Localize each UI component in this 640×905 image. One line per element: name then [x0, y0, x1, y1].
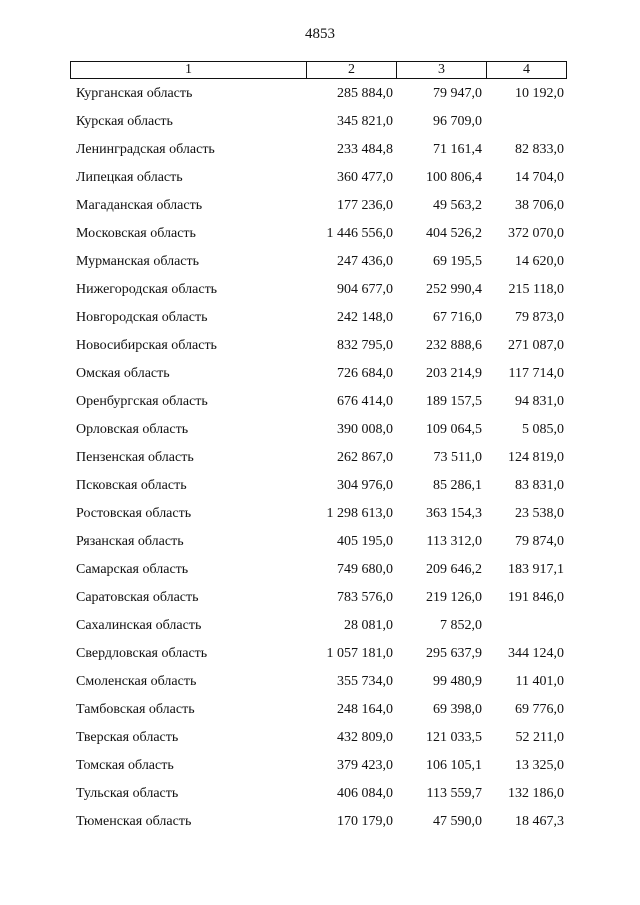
region-name: Тверская область — [76, 730, 179, 745]
table-row — [0, 532, 640, 560]
region-name: Магаданская область — [76, 198, 203, 213]
column-header-2: 2 — [307, 62, 397, 78]
region-name: Псковская область — [76, 478, 187, 493]
value-column-4: 14 704,0 — [515, 170, 564, 185]
region-name: Пензенская область — [76, 450, 194, 465]
value-column-4: 83 831,0 — [515, 478, 564, 493]
value-column-4: 18 467,3 — [515, 814, 564, 829]
value-column-4: 372 070,0 — [508, 226, 564, 241]
value-column-3: 109 064,5 — [426, 422, 482, 437]
value-column-4: 23 538,0 — [515, 506, 564, 521]
region-name: Курганская область — [76, 86, 193, 101]
region-name: Омская область — [76, 366, 170, 381]
value-column-3: 71 161,4 — [433, 142, 482, 157]
value-column-4: 94 831,0 — [515, 394, 564, 409]
value-column-4: 124 819,0 — [508, 450, 564, 465]
value-column-3: 209 646,2 — [426, 562, 482, 577]
table-row — [0, 84, 640, 112]
table-row — [0, 420, 640, 448]
table-row — [0, 700, 640, 728]
table-row — [0, 224, 640, 252]
value-column-4: 82 833,0 — [515, 142, 564, 157]
table-row — [0, 392, 640, 420]
value-column-3: 47 590,0 — [433, 814, 482, 829]
region-name: Новосибирская область — [76, 338, 217, 353]
column-header-4: 4 — [523, 62, 530, 77]
value-column-4: 191 846,0 — [508, 590, 564, 605]
value-column-2: 1 057 181,0 — [326, 646, 393, 661]
value-column-2: 406 084,0 — [337, 786, 393, 801]
value-column-4: 79 874,0 — [515, 534, 564, 549]
region-name: Томская область — [76, 758, 174, 773]
value-column-2: 345 821,0 — [337, 114, 393, 129]
value-column-3: 113 312,0 — [426, 534, 482, 549]
value-column-3: 189 157,5 — [426, 394, 482, 409]
value-column-3: 203 214,9 — [426, 366, 482, 381]
value-column-3: 363 154,3 — [426, 506, 482, 521]
column-header-1: 1 — [71, 62, 307, 78]
value-column-2: 832 795,0 — [337, 338, 393, 353]
value-column-4: 11 401,0 — [515, 674, 564, 689]
value-column-2: 783 576,0 — [337, 590, 393, 605]
value-column-2: 177 236,0 — [337, 198, 393, 213]
value-column-2: 676 414,0 — [337, 394, 393, 409]
region-name: Тульская область — [76, 786, 179, 801]
value-column-2: 304 976,0 — [337, 478, 393, 493]
table-row — [0, 364, 640, 392]
region-name: Липецкая область — [76, 170, 183, 185]
value-column-3: 99 480,9 — [433, 674, 482, 689]
value-column-4: 10 192,0 — [515, 86, 564, 101]
table-row — [0, 560, 640, 588]
value-column-4: 52 211,0 — [515, 730, 564, 745]
value-column-2: 749 680,0 — [337, 562, 393, 577]
region-name: Ростовская область — [76, 506, 192, 521]
value-column-3: 69 195,5 — [433, 254, 482, 269]
region-name: Нижегородская область — [76, 282, 218, 297]
value-column-2: 262 867,0 — [337, 450, 393, 465]
table-row — [0, 280, 640, 308]
column-header-3: 3 — [397, 62, 487, 78]
table-row — [0, 728, 640, 756]
value-column-3: 219 126,0 — [426, 590, 482, 605]
value-column-2: 1 446 556,0 — [326, 226, 393, 241]
region-name: Тамбовская область — [76, 702, 195, 717]
value-column-2: 233 484,8 — [337, 142, 393, 157]
region-name: Тюменская область — [76, 814, 192, 829]
value-column-3: 69 398,0 — [433, 702, 482, 717]
value-column-3: 252 990,4 — [426, 282, 482, 297]
value-column-2: 248 164,0 — [337, 702, 393, 717]
table-row — [0, 308, 640, 336]
value-column-3: 96 709,0 — [433, 114, 482, 129]
region-name: Оренбургская область — [76, 394, 208, 409]
value-column-4: 117 714,0 — [508, 366, 564, 381]
value-column-3: 295 637,9 — [426, 646, 482, 661]
table-row — [0, 756, 640, 784]
value-column-3: 113 559,7 — [426, 786, 482, 801]
table-row — [0, 784, 640, 812]
value-column-4: 215 118,0 — [508, 282, 564, 297]
table-row — [0, 812, 640, 840]
value-column-3: 404 526,2 — [426, 226, 482, 241]
value-column-3: 7 852,0 — [440, 618, 482, 633]
region-name: Курская область — [76, 114, 173, 129]
region-name: Московская область — [76, 226, 196, 241]
value-column-2: 405 195,0 — [337, 534, 393, 549]
value-column-3: 49 563,2 — [433, 198, 482, 213]
value-column-4: 183 917,1 — [508, 562, 564, 577]
value-column-2: 432 809,0 — [337, 730, 393, 745]
region-name: Свердловская область — [76, 646, 208, 661]
value-column-2: 1 298 613,0 — [326, 506, 393, 521]
table-row — [0, 504, 640, 532]
value-column-2: 170 179,0 — [337, 814, 393, 829]
value-column-3: 73 511,0 — [433, 450, 482, 465]
table-row — [0, 476, 640, 504]
value-column-3: 232 888,6 — [426, 338, 482, 353]
value-column-4: 271 087,0 — [508, 338, 564, 353]
value-column-3: 67 716,0 — [433, 310, 482, 325]
region-name: Сахалинская область — [76, 618, 202, 633]
region-name: Рязанская область — [76, 534, 184, 549]
value-column-4: 344 124,0 — [508, 646, 564, 661]
table-row — [0, 448, 640, 476]
table-row — [0, 140, 640, 168]
value-column-3: 100 806,4 — [426, 170, 482, 185]
page-number: 4853 — [305, 26, 335, 42]
table-row — [0, 644, 640, 672]
table-row — [0, 196, 640, 224]
value-column-2: 355 734,0 — [337, 674, 393, 689]
region-name: Саратовская область — [76, 590, 199, 605]
value-column-2: 726 684,0 — [337, 366, 393, 381]
value-column-2: 379 423,0 — [337, 758, 393, 773]
table-row — [0, 616, 640, 644]
table-row — [0, 672, 640, 700]
region-name: Самарская область — [76, 562, 189, 577]
value-column-3: 85 286,1 — [433, 478, 482, 493]
value-column-3: 79 947,0 — [433, 86, 482, 101]
value-column-3: 106 105,1 — [426, 758, 482, 773]
value-column-4: 132 186,0 — [508, 786, 564, 801]
value-column-2: 360 477,0 — [337, 170, 393, 185]
value-column-2: 285 884,0 — [337, 86, 393, 101]
value-column-4: 79 873,0 — [515, 310, 564, 325]
value-column-2: 390 008,0 — [337, 422, 393, 437]
value-column-4: 14 620,0 — [515, 254, 564, 269]
value-column-3: 121 033,5 — [426, 730, 482, 745]
region-name: Смоленская область — [76, 674, 197, 689]
value-column-2: 904 677,0 — [337, 282, 393, 297]
table-row — [0, 336, 640, 364]
value-column-4: 13 325,0 — [515, 758, 564, 773]
value-column-2: 247 436,0 — [337, 254, 393, 269]
region-name: Орловская область — [76, 422, 189, 437]
region-name: Новгородская область — [76, 310, 208, 325]
table-row — [0, 588, 640, 616]
region-name: Ленинградская область — [76, 142, 215, 157]
table-row — [0, 112, 640, 140]
value-column-4: 5 085,0 — [522, 422, 564, 437]
value-column-2: 242 148,0 — [337, 310, 393, 325]
value-column-4: 38 706,0 — [515, 198, 564, 213]
table-row — [0, 168, 640, 196]
table-header — [70, 61, 567, 79]
table-body — [0, 84, 640, 840]
region-name: Мурманская область — [76, 254, 200, 269]
value-column-4: 69 776,0 — [515, 702, 564, 717]
table-row — [0, 252, 640, 280]
value-column-2: 28 081,0 — [344, 618, 393, 633]
